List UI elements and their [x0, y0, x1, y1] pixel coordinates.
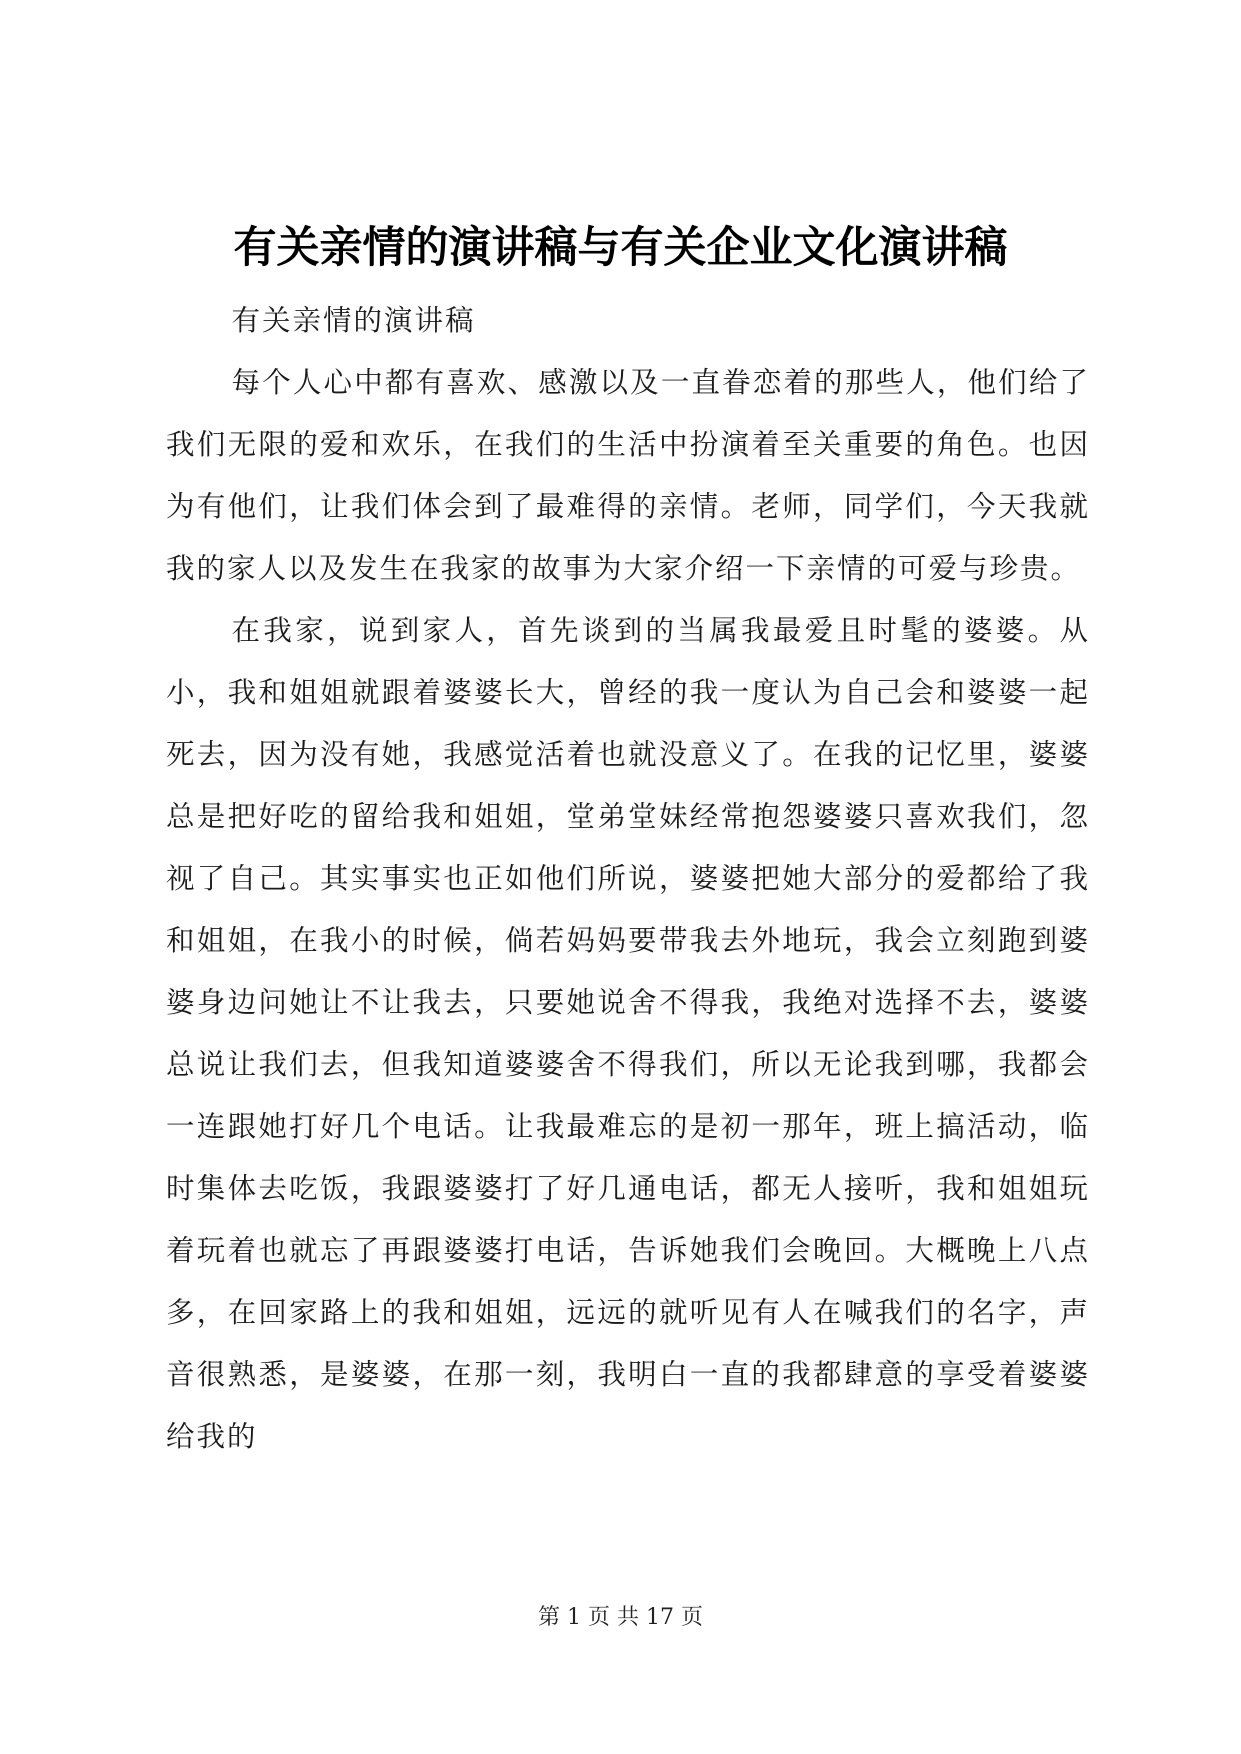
page-footer: 第 1 页 共 17 页: [538, 1605, 703, 1630]
document-body: [166, 290, 1090, 1468]
section-heading: 有关亲情的演讲稿: [231, 304, 476, 337]
paragraph-1: 每个人心中都有喜欢、感激以及一直眷恋着的那些人，他们给了我们无限的爱和欢乐，在我们的生活中扮演着至关重要的角色。也因为有他们，让我们体会到了最难得的亲情。老师，同学们，今天我就我的家人以及发生在我家的故事为大家介绍一下亲情的可爱与珍贵。: [166, 366, 1090, 585]
document-title: 有关亲情的演讲稿与有关企业文化演讲稿: [233, 223, 1008, 273]
paragraph-2: 在我家，说到家人，首先谈到的当属我最爱且时髦的婆婆。从小，我和姐姐就跟着婆婆长大，曾经的我一度认为自己会和婆婆一起死去，因为没有她，我感觉活着也就没意义了。在我的记忆里，婆婆总是把好吃的留给我和姐姐，堂弟堂妹经常抱怨婆婆只喜欢我们，忽视了自己。其实事实也正如他们所说，婆婆把她大部分的爱都给了我和姐姐，在我小的时候，倘若妈妈要带我去外地玩，我会立刻跑到婆婆身边问她让不让我去，只要她说舍不得我，我绝对选择不去，婆婆总说让我们去，但我知道婆婆舍不得我们，所以无论我到哪，我都会一连跟她打好几个电话。让我最难忘的是初一那年，班上搞活动，临时集体去吃饭，我跟婆婆打了好几通电话，都无人接听，我和姐姐玩着玩着也就忘了再跟婆婆打电话，告诉她我们会晚回。大概晚上八点多，在回家路上的我和姐姐，远远的就听见有人在喊我们的名字，声音很熟悉，是婆婆，在那一刻，我明白一直的我都肆意的享受着婆婆给我的: [166, 614, 1090, 1453]
